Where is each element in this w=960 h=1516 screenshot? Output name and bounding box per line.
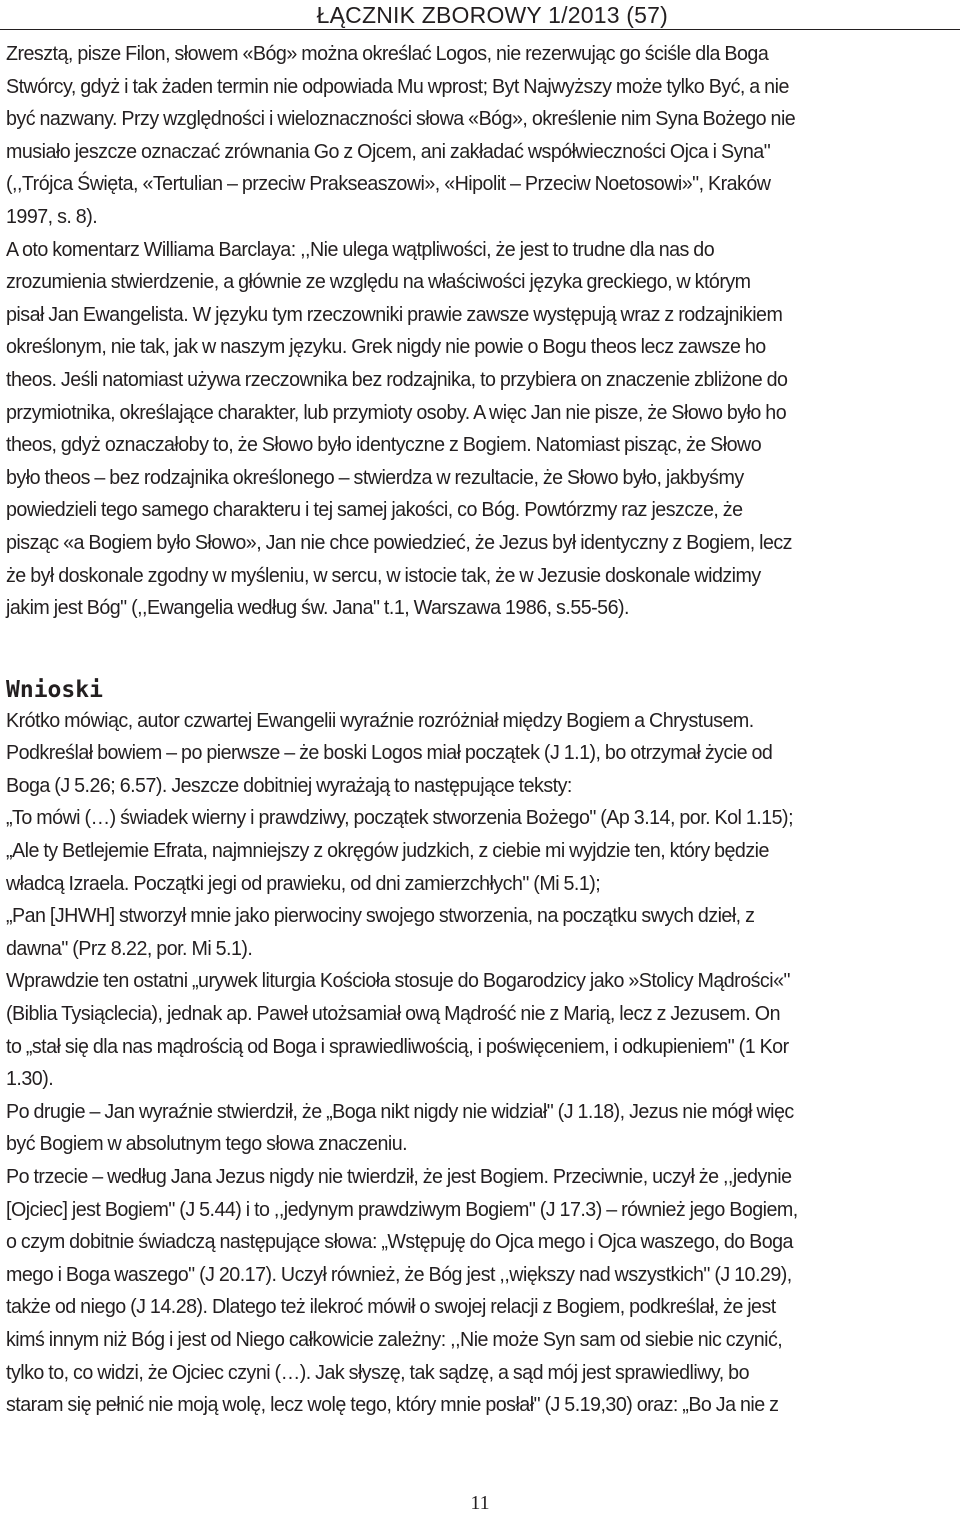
text-line: zrozumienia stwierdzenie, a głównie ze względu na właściwości języka greckiego, w którym (6, 270, 751, 294)
text-line: pisał Jan Ewangelista. W języku tym rzeczowniki prawie zawsze występują wraz z rodzajnikiem (6, 302, 783, 326)
text-line: Po trzecie – według Jana Jezus nigdy nie twierdził, że jest Bogiem. Przeciwnie, uczył że ,,jedynie (6, 1165, 792, 1188)
text-line: mego i Boga waszego" (J 20.17). Uczył również, że Bóg jest ,,większy nad wszystkich" (J 10.29), (6, 1262, 792, 1286)
text-line: było theos – bez rodzajnika określonego – stwierdza w rezultacie, że Słowo było, jakbyśmy (6, 465, 744, 489)
text-line: przymiotnika, określające charakter, lub przymioty osoby. A więc Jan nie pisze, że Słowo było ho (6, 400, 787, 424)
text-line: Zresztą, pisze Filon, słowem «Bóg» można określać Logos, nie rezerwując go ściśle dla Boga (6, 42, 769, 65)
text-line: staram się pełnić nie moją wolę, lecz wolę tego, który mnie posłał" (J 5.19,30) oraz: „Bo Ja nie z (6, 1393, 779, 1417)
text-line: Stwórcy, gdyż i tak żaden termin nie odpowiada Mu wprost; Byt Najwyższy może tylko Być, a nie (6, 74, 789, 98)
text-line: być Bogiem w absolutnym tego słowa znaczeniu. (6, 1132, 408, 1156)
paragraph-conclusions (6, 705, 954, 966)
text-line: być nazwany. Przy względności i wieloznaczności słowa «Bóg», określenie nim Syna Bożego nie (6, 107, 796, 131)
text-line: Podkreślał bowiem – po pierwsze – że boski Logos miał początek (J 1.1), bo otrzymał życie od (6, 741, 773, 765)
text-line: 1997, s. 8). (6, 204, 98, 228)
text-line: [Ojciec] jest Bogiem" (J 5.44) i to ,,jedynym prawdziwym Bogiem" (J 17.3) – również jego Bogiem, (6, 1197, 798, 1221)
text-line: także od niego (J 14.28). Dlatego też ilekroć mówił o swojej relacji z Bogiem, podkreślał, że jest (6, 1295, 776, 1319)
paragraph-filon (6, 38, 954, 234)
journal-title: ŁĄCZNIK ZBOROWY 1/2013 (57) (316, 2, 668, 28)
text-line: władcą Izraela. Początki jegi od prawieku, od dni zamierzchłych" (Mi 5.1); (6, 871, 601, 895)
paragraph-second-point (6, 1096, 954, 1161)
text-line: Boga (J 5.26; 6.57). Jeszcze dobitniej wyrażają to następujące teksty: (6, 773, 572, 797)
paragraph-wisdom (6, 965, 954, 1095)
text-line: „Pan [JHWH] stworzył mnie jako pierwociny swojego stworzenia, na początku swych dzieł, z (6, 904, 755, 928)
text-line: A oto komentarz Williama Barclaya: ,,Nie ulega wątpliwości, że jest to trudne dla nas do (6, 237, 715, 261)
text-line: to „stał się dla nas mądrością od Boga i sprawiedliwością, i poświęceniem, i odkupieniem" (1 Kor (6, 1034, 789, 1058)
text-line: powiedzieli tego samego charakteru i tej samej jakości, co Bóg. Powtórzmy raz jeszcze, że (6, 498, 743, 522)
text-line: „To mówi (…) świadek wierny i prawdziwy, początek stworzenia Bożego" (Ap 3.14, por. Kol 1.15); (6, 806, 794, 830)
text-line: kimś innym niż Bóg i jest od Niego całkowicie zależny: ,,Nie może Syn sam od siebie nic czynić, (6, 1327, 783, 1351)
text-line: theos. Jeśli natomiast używa rzeczownika bez rodzajnika, to przybiera on znaczenie zbliżone do (6, 367, 788, 391)
text-line: pisząc «a Bogiem było Słowo», Jan nie chce powiedzieć, że Jezus był identyczny z Bogiem, lecz (6, 530, 792, 554)
paragraph-barclay (6, 234, 954, 625)
text-line: że był doskonale zgodny w myśleniu, w sercu, w istocie tak, że w Jezusie doskonale widzimy (6, 563, 761, 587)
text-line: o czym dobitnie świadczą następujące słowa: „Wstępuję do Ojca mego i Ojca waszego, do Boga (6, 1230, 793, 1254)
text-line: „Ale ty Betlejemie Efrata, najmniejszy z okręgów judzkich, z ciebie mi wyjdzie ten, który będzie (6, 839, 769, 863)
text-line: musiało jeszcze oznaczać zrównania Go z Ojcem, ani zakładać współwieczności Ojca i Syna" (6, 139, 771, 163)
text-line: (,,Trójca Święta, «Tertulian – przeciw Prakseaszowi», «Hipolit – Przeciw Noetosowi»", Kraków (6, 172, 771, 196)
article-body (6, 38, 954, 1422)
text-line: theos, gdyż oznaczałoby to, że Słowo było identyczne z Bogiem. Natomiast pisząc, że Słowo (6, 433, 762, 457)
text-line: jakim jest Bóg" (,,Ewangelia według św. Jana" t.1, Warszawa 1986, s.55-56). (6, 596, 629, 620)
page-number: 11 (470, 1492, 490, 1514)
page-header (0, 0, 960, 30)
text-line: dawna" (Prz 8.22, por. Mi 5.1). (6, 936, 253, 960)
text-line: Po drugie – Jan wyraźnie stwierdził, że „Boga nikt nigdy nie widział" (J 1.18), Jezus nie mógł więc (6, 1099, 794, 1123)
text-line: Krótko mówiąc, autor czwartej Ewangelii wyraźnie rozróżniał między Bogiem a Chrystusem. (6, 708, 754, 732)
text-line: określonym, nie tak, jak w naszym języku. Grek nigdy nie powie o Bogu theos lecz zawsze ho (6, 335, 766, 359)
section-heading: Wnioski (6, 676, 103, 703)
text-line: (Biblia Tysiąclecia), jednak ap. Paweł utożsamiał ową Mądrość nie z Marią, lecz z Jezusem. On (6, 1002, 780, 1026)
text-line: Wprawdzie ten ostatni „urywek liturgia Kościoła stosuje do Bogarodzicy jako »Stolicy Mądrości«" (6, 969, 790, 993)
paragraph-third-point (6, 1161, 954, 1422)
text-line: tylko to, co widzi, że Ojciec czyni (…). Jak słyszę, tak sądzę, a sąd mój jest sprawiedliwy, bo (6, 1360, 750, 1384)
header-divider (0, 29, 960, 30)
text-line: 1.30). (6, 1067, 54, 1091)
